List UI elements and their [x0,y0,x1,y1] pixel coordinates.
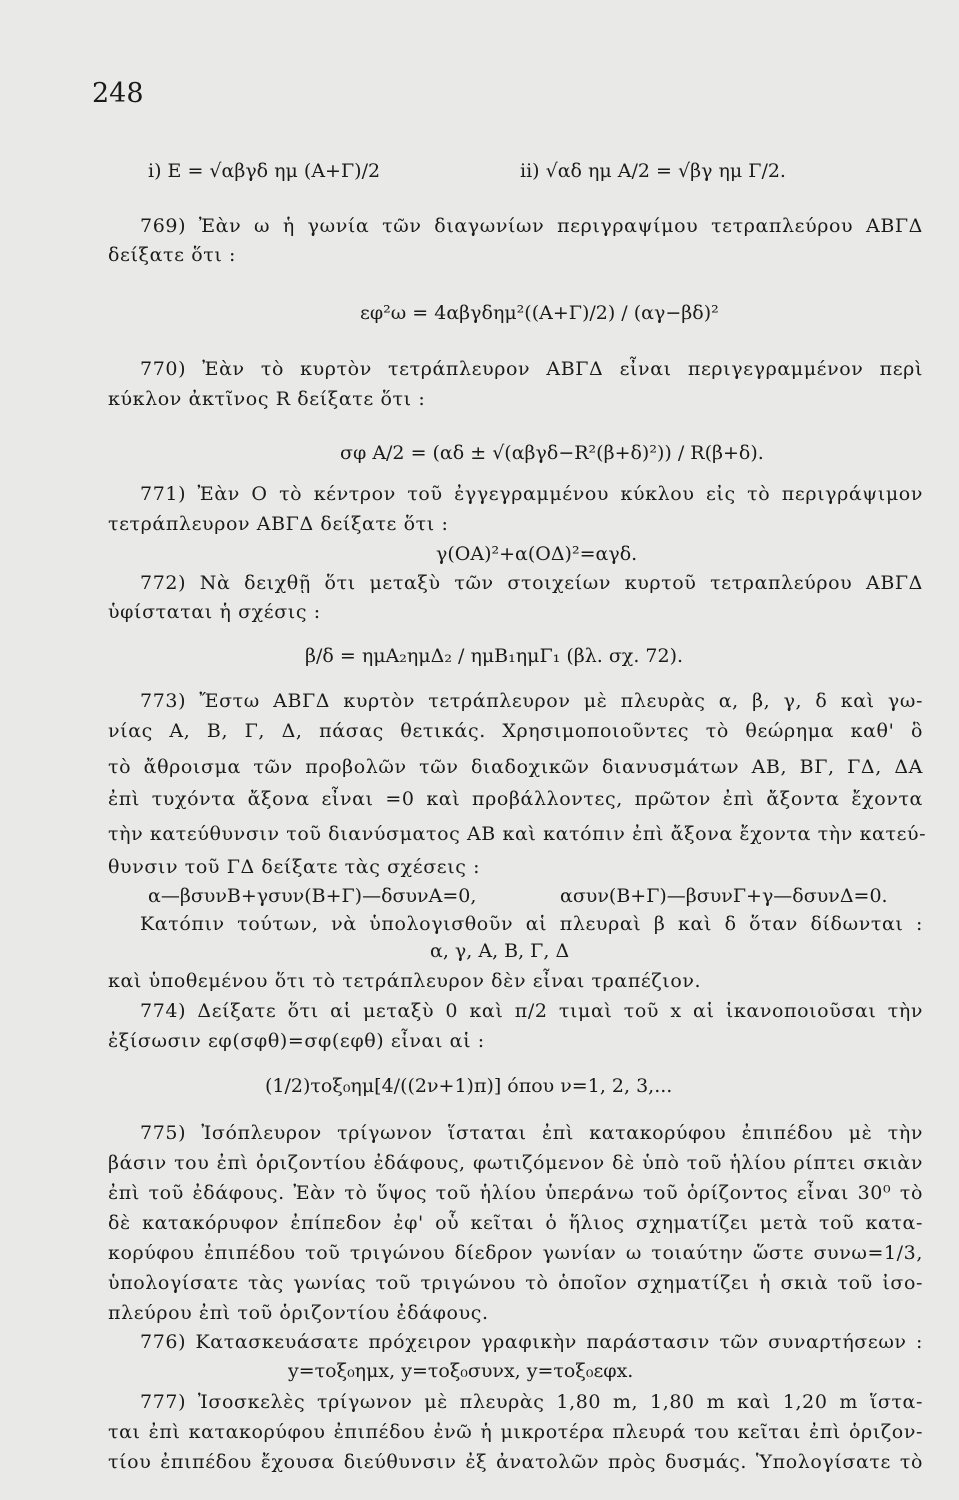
problem-775-line2: βάσιν του ἐπὶ ὁριζοντίου ἐδάφους, φωτιζόμενον δὲ ὑπὸ τοῦ ἡλίου ρίπτει σκιὰν [108,1152,923,1174]
problem-773-line1: 773) Ἔστω ΑΒΓΔ κυρτὸν τετράπλευρον μὲ πλευρὰς α, β, γ, δ καὶ γω- [140,690,923,712]
problem-769-line2: δείξατε ὅτι : [108,244,237,266]
problem-773-line6: θυνσιν τοῦ ΓΔ δείξατε τὰς σχέσεις : [108,856,481,878]
problem-772-line2: ὑφίσταται ἡ σχέσις : [108,601,321,623]
formula-773-b: ασυν(B+Γ)—βσυνΓ+γ—δσυνΔ=0. [560,885,888,907]
problem-773-line4: ἐπὶ τυχόντα ἄξονα εἶναι =0 καὶ προβάλλοντες, πρῶτον ἐπὶ ἄξοντα ἔχοντα [108,788,923,810]
problem-771-line2: τετράπλευρον ΑΒΓΔ δείξατε ὅτι : [108,513,449,535]
problem-773-line5: τὴν κατεύθυνσιν τοῦ διανύσματος ΑΒ καὶ κατόπιν ἐπὶ ἄξονα ἔχοντα τὴν κατεύ- [108,823,927,845]
problem-773-line3: τὸ ἄθροισμα τῶν προβολῶν τῶν διαδοχικῶν διανυσμάτων ΑΒ, ΒΓ, ΓΔ, ΔΑ [108,756,923,778]
page-number: 248 [92,78,144,109]
problem-775-line4: δὲ κατακόρυφον ἐπίπεδον ἐφ' οὗ κεῖται ὁ ἥλιος σχηματίζει μετὰ τοῦ κατα- [108,1212,923,1234]
problem-773-line2: νίας Α, Β, Γ, Δ, πάσας θετικάς. Χρησιμοποιοῦντες τὸ θεώρημα καθ' ὃ [108,720,923,742]
problem-775-line5: κορύφου ἐπιπέδου τοῦ τριγώνου δίεδρον γωνίαν ω τοιαύτην ὥστε συνω=1/3, [108,1242,923,1264]
formula-776: y=τοξ₀ημx, y=τοξ₀συνx, y=τοξ₀εφx. [288,1360,634,1382]
formula-769: εφ²ω = 4αβγδημ²((A+Γ)/2) / (αγ−βδ)² [360,302,719,324]
problem-777-line1: 777) Ἰσοσκελὲς τρίγωνον μὲ πλευρὰς 1,80 m, 1,80 m καὶ 1,20 m ἵστα- [140,1391,923,1413]
problem-776-line1: 776) Κατασκευάσατε πρόχειρον γραφικὴν παράστασιν τῶν συναρτήσεων : [140,1331,923,1353]
problem-777-line3: τίου ἐπιπέδου ἔχουσα διεύθυνσιν ἐξ ἀνατολῶν πρὸς δυσμάς. Ὑπολογίσατε τὸ [108,1451,923,1473]
formula-771: γ(OA)²+α(OΔ)²=αγδ. [436,543,638,565]
formula-ii: ii) √αδ ημ A/2 = √βγ ημ Γ/2. [520,160,786,182]
problem-770-line2: κύκλον ἀκτῖνος R δείξατε ὅτι : [108,388,426,410]
problem-771-line1: 771) Ἐὰν Ο τὸ κέντρον τοῦ ἐγγεγραμμένου κύκλου εἰς τὸ περιγράψιμον [140,483,923,505]
problem-773-line8: καὶ ὑποθεμένου ὅτι τὸ τετράπλευρον δὲν εἶναι τραπέζιον. [108,970,702,992]
formula-773-c: α, γ, A, B, Γ, Δ [430,940,570,962]
formula-770: σφ A/2 = (αδ ± √(αβγδ−R²(β+δ)²)) / R(β+δ). [340,442,764,464]
problem-769-line1: 769) Ἐὰν ω ἡ γωνία τῶν διαγωνίων περιγραψίμου τετραπλεύρου ΑΒΓΔ [140,215,923,237]
problem-774-line1: 774) Δείξατε ὅτι αἱ μεταξὺ 0 καὶ π/2 τιμαὶ τοῦ x αἱ ἱκανοποιοῦσαι τὴν [140,1000,923,1022]
problem-775-line7: πλεύρου ἐπὶ τοῦ ὁριζοντίου ἐδάφους. [108,1302,489,1324]
problem-775-line3: ἐπὶ τοῦ ἐδάφους. Ἐὰν τὸ ὕψος τοῦ ἡλίου ὑπεράνω τοῦ ὁρίζοντος εἶναι 30⁰ τὸ [108,1182,923,1204]
formula-773-a: α—βσυνB+γσυν(B+Γ)—δσυνA=0, [148,885,477,907]
problem-775-line1: 775) Ἰσόπλευρον τρίγωνον ἵσταται ἐπὶ κατακορύφου ἐπιπέδου μὲ τὴν [140,1122,923,1144]
problem-772-line1: 772) Νὰ δειχθῇ ὅτι μεταξὺ τῶν στοιχείων κυρτοῦ τετραπλεύρου ΑΒΓΔ [140,572,923,594]
formula-772: β/δ = ημA₂ημΔ₂ / ημB₁ημΓ₁ (βλ. σχ. 72). [305,645,684,667]
problem-770-line1: 770) Ἐὰν τὸ κυρτὸν τετράπλευρον ΑΒΓΔ εἶναι περιγεγραμμένον περὶ [140,358,923,380]
problem-775-line6: ὑπολογίσατε τὰς γωνίας τοῦ τριγώνου τὸ ὁποῖον σχηματίζει ἡ σκιὰ τοῦ ἰσο- [108,1272,923,1294]
problem-774-line2: ἐξίσωσιν εφ(σφθ)=σφ(εφθ) εἶναι αἱ : [108,1030,485,1052]
problem-773-line7: Κατόπιν τούτων, νὰ ὑπολογισθοῦν αἱ πλευραὶ β καὶ δ ὅταν δίδωνται : [140,913,923,935]
formula-774: (1/2)τοξ₀ημ[4/((2ν+1)π)] όπου ν=1, 2, 3,... [265,1075,673,1097]
problem-777-line2: ται ἐπὶ κατακορύφου ἐπιπέδου ἐνῶ ἡ μικροτέρα πλευρά του κεῖται ἐπὶ ὁριζον- [108,1421,923,1443]
formula-i: i) E = √αβγδ ημ (A+Γ)/2 [148,160,381,182]
